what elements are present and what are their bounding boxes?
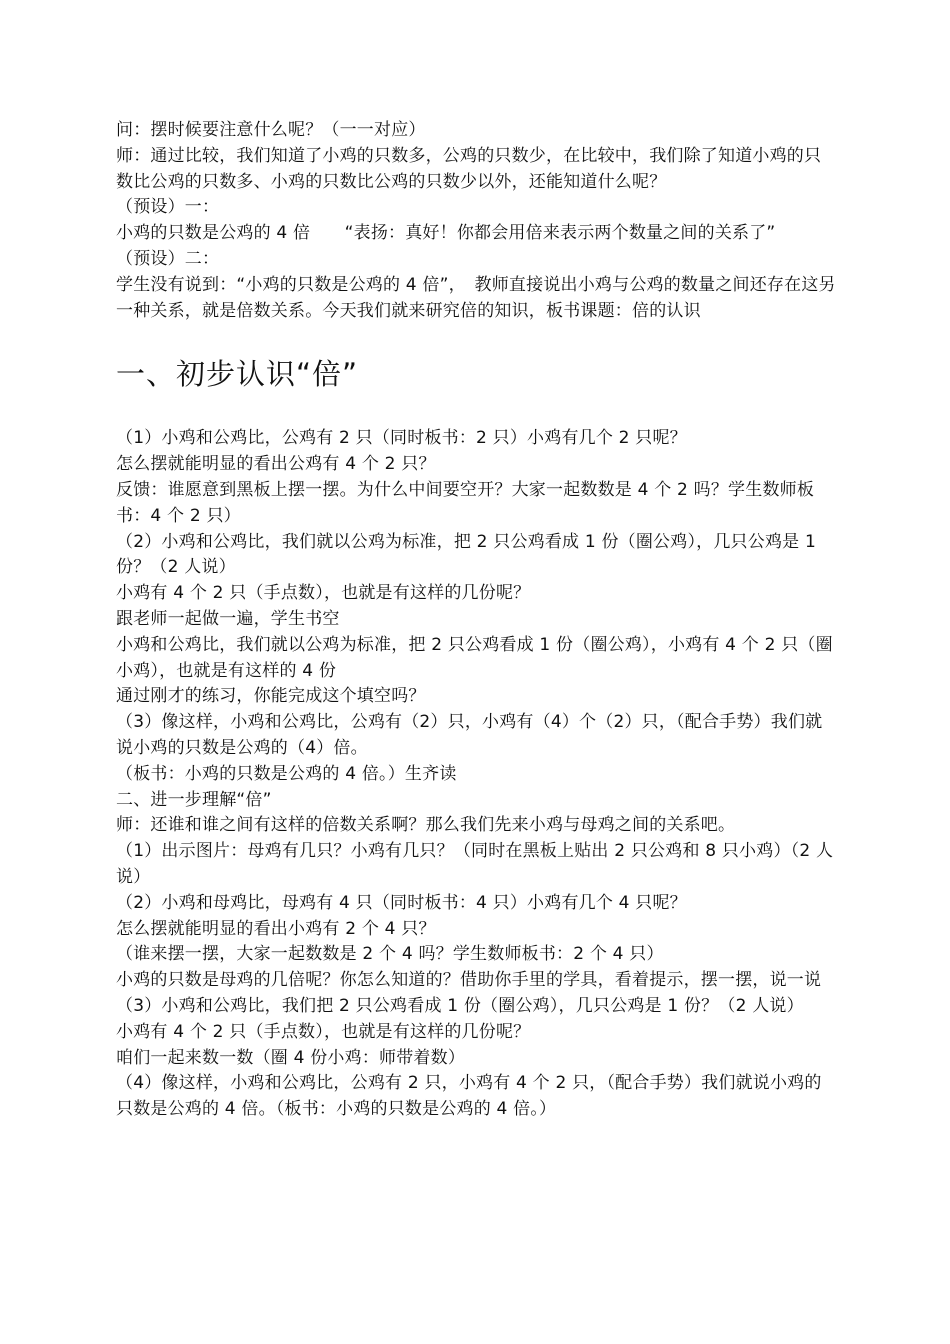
- body-paragraph: （3）小鸡和公鸡比，我们把 2 只公鸡看成 1 份（圈公鸡），几只公鸡是 1 份？（2 人说）: [116, 995, 804, 1016]
- intro-preset-one-label: （预设）一：: [116, 197, 220, 218]
- document-page: [116, 118, 836, 1123]
- body-paragraph: 小鸡的只数是母鸡的几倍呢？你怎么知道的？借助你手里的学具，看着提示，摆一摆，说一说: [116, 970, 822, 991]
- intro-preset-two-text: 学生没有说到：“小鸡的只数是公鸡的 4 倍”， 教师直接说出小鸡与公鸡的数量之间还存在这另一种关系，就是倍数关系。今天我们就来研究倍的知识，板书课题：倍的认识: [116, 274, 836, 321]
- body-paragraph: 小鸡有 4 个 2 只（手点数），也就是有这样的几份呢？: [116, 1021, 531, 1042]
- body-paragraph: （1）出示图片：母鸡有几只？小鸡有几只？（同时在黑板上贴出 2 只公鸡和 8 只小鸡）（2 人说）: [116, 841, 834, 887]
- body-paragraph: （3）像这样，小鸡和公鸡比，公鸡有（2）只，小鸡有（4）个（2）只，（配合手势）我们就说小鸡的只数是公鸡的（4）倍。: [116, 712, 823, 758]
- intro-preset-one-text: 小鸡的只数是公鸡的 4 倍 “表扬：真好！你都会用倍来表示两个数量之间的关系了”: [116, 223, 776, 244]
- body-paragraph: 通过刚才的练习，你能完成这个填空吗？: [116, 686, 426, 707]
- body-paragraph: 咱们一起来数一数（圈 4 份小鸡：师带着数）: [116, 1047, 466, 1068]
- body-paragraph: 反馈：谁愿意到黑板上摆一摆。为什么中间要空开？大家一起数数是 4 个 2 吗？学生数师板书：4 个 2 只）: [116, 479, 815, 526]
- body-paragraph: 怎么摆就能明显的看出小鸡有 2 个 4 只？: [116, 918, 436, 939]
- intro-question: 问：摆时候要注意什么呢？（一一对应）: [116, 120, 426, 140]
- body-paragraph: （2）小鸡和母鸡比，母鸡有 4 只（同时板书：4 只）小鸡有几个 4 只呢？: [116, 892, 687, 913]
- body-paragraph: 小鸡和公鸡比，我们就以公鸡为标准，把 2 只公鸡看成 1 份（圈公鸡），小鸡有 4 个 2 只（圈小鸡），也就是有这样的 4 份: [116, 634, 833, 681]
- intro-preset-two-label: （预设）二：: [116, 248, 220, 269]
- body-paragraph: （谁来摆一摆，大家一起数数是 2 个 4 吗？学生数师板书：2 个 4 只）: [116, 944, 664, 965]
- body-paragraph: 小鸡有 4 个 2 只（手点数），也就是有这样的几份呢？: [116, 583, 531, 604]
- body-paragraph: 师：还谁和谁之间有这样的倍数关系啊？那么我们先来小鸡与母鸡之间的关系吧。: [116, 815, 736, 836]
- body-paragraph: （4）像这样，小鸡和公鸡比，公鸡有 2 只，小鸡有 4 个 2 只，（配合手势）我们就说小鸡的只数是公鸡的 4 倍。（板书：小鸡的只数是公鸡的 4 倍。）: [116, 1073, 822, 1120]
- body-paragraph: 怎么摆就能明显的看出公鸡有 4 个 2 只？: [116, 454, 436, 475]
- body-paragraph: （1）小鸡和公鸡比，公鸡有 2 只（同时板书：2 只）小鸡有几个 2 只呢？: [116, 428, 687, 449]
- subsection-heading: 二、进一步理解“倍”: [116, 789, 272, 810]
- section-heading: 一、初步认识“倍”: [116, 357, 359, 392]
- intro-teacher-prompt: 师：通过比较，我们知道了小鸡的只数多，公鸡的只数少，在比较中，我们除了知道小鸡的只数比公鸡的只数多、小鸡的只数比公鸡的只数少以外，还能知道什么呢？: [116, 145, 822, 192]
- body-paragraph: 跟老师一起做一遍，学生书空: [116, 608, 340, 629]
- body-paragraph: （2）小鸡和公鸡比，我们就以公鸡为标准，把 2 只公鸡看成 1 份（圈公鸡），几只公鸡是 1 份？（2 人说）: [116, 531, 816, 578]
- body-paragraph: （板书：小鸡的只数是公鸡的 4 倍。）生齐读: [116, 763, 457, 784]
